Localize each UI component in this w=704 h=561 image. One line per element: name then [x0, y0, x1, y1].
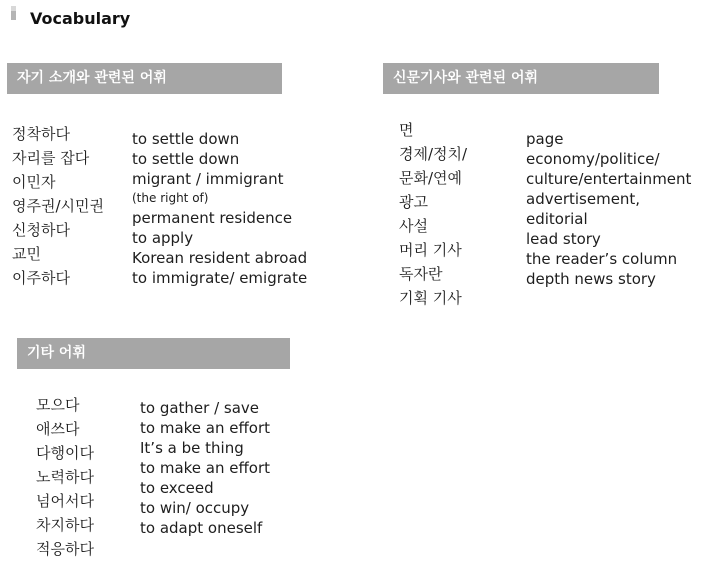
section-header-newspaper: 신문기사와 관련된 어휘 — [383, 63, 659, 94]
list-item: 이민자 — [12, 173, 56, 191]
list-item: to settle down — [132, 130, 240, 148]
list-item: editorial — [526, 210, 588, 228]
list-item: culture/entertainment — [526, 170, 692, 188]
list-item: to win/ occupy — [140, 499, 250, 517]
list-item: advertisement, — [526, 190, 641, 208]
section-header-other: 기타 어휘 — [17, 338, 290, 369]
list-item: the reader’s column — [526, 250, 678, 268]
list-item: to settle down — [132, 150, 240, 168]
list-item: 사설 — [399, 217, 428, 235]
list-item: to adapt oneself — [140, 519, 263, 537]
list-item: 머리 기사 — [399, 241, 462, 259]
list-item: to immigrate/ emigrate — [132, 269, 308, 287]
list-item: 넘어서다 — [36, 492, 94, 510]
list-item: depth news story — [526, 270, 656, 288]
other-korean-list — [36, 393, 94, 561]
list-item: 애쓰다 — [36, 420, 80, 438]
list-item: 교민 — [12, 245, 41, 263]
list-item: (the right of) — [132, 191, 209, 205]
list-item: 면 — [399, 121, 414, 139]
list-item: 자리를 잡다 — [12, 149, 90, 167]
list-item: 신청하다 — [12, 221, 70, 239]
list-item: 다행이다 — [36, 444, 94, 462]
title-bullet-icon — [11, 6, 16, 20]
list-item: page — [526, 130, 564, 148]
list-item: 모으다 — [36, 396, 80, 414]
list-item: to exceed — [140, 479, 214, 497]
newspaper-korean-list — [399, 118, 467, 310]
page-title: Vocabulary — [30, 9, 131, 28]
other-english-list — [140, 398, 270, 538]
list-item: to make an effort — [140, 459, 271, 477]
list-item: to gather / save — [140, 399, 260, 417]
self-intro-english-list — [132, 129, 307, 288]
list-item: 기획 기사 — [399, 289, 462, 307]
list-item: 독자란 — [399, 265, 443, 283]
list-item: permanent residence — [132, 209, 293, 227]
list-item: 정착하다 — [12, 125, 70, 143]
list-item: 적응하다 — [36, 540, 94, 558]
list-item: Korean resident abroad — [132, 249, 308, 267]
list-item: 문화/연예 — [399, 169, 463, 187]
list-item: migrant / immigrant — [132, 170, 284, 188]
section-header-self-intro: 자기 소개와 관련된 어휘 — [7, 63, 282, 94]
list-item: It’s a be thing — [140, 439, 244, 457]
list-item: to make an effort — [140, 419, 271, 437]
list-item: to apply — [132, 229, 194, 247]
list-item: 노력하다 — [36, 468, 94, 486]
list-item: lead story — [526, 230, 601, 248]
list-item: economy/politice/ — [526, 150, 660, 168]
list-item: 차지하다 — [36, 516, 94, 534]
newspaper-english-list — [526, 129, 691, 289]
list-item: 이주하다 — [12, 269, 70, 287]
list-item: 경제/정치/ — [399, 145, 468, 163]
self-intro-korean-list — [12, 122, 104, 290]
list-item: 광고 — [399, 193, 428, 211]
list-item: 영주권/시민권 — [12, 197, 104, 215]
